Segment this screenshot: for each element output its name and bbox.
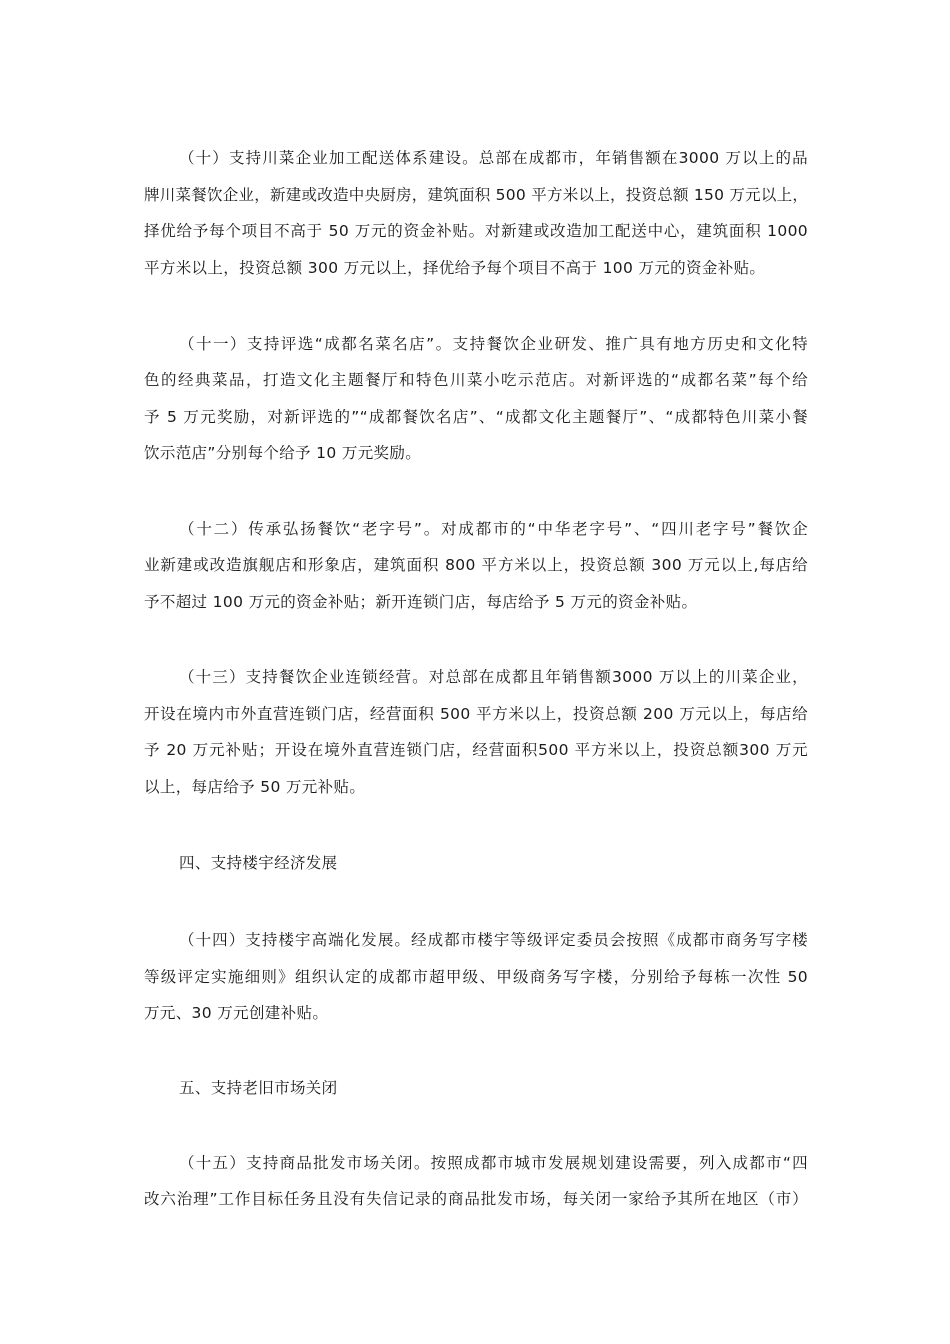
paragraph-line: （十五）支持商品批发市场关闭。按照成都市城市发展规划建设需要，列入成都市“四 bbox=[179, 1154, 808, 1172]
paragraph-line: 予 20 万元补贴；开设在境外直营连锁门店，经营面积500 平方米以上，投资总额300 万元 bbox=[144, 741, 808, 759]
paragraph-line: （十四）支持楼宇高端化发展。经成都市楼宇等级评定委员会按照《成都市商务写字楼 bbox=[179, 931, 808, 949]
paragraph-line: （十二）传承弘扬餐饮“老字号”。对成都市的“中华老字号”、“四川老字号”餐饮企 bbox=[179, 520, 808, 538]
paragraph-line: （十一）支持评选“成都名菜名店”。支持餐饮企业研发、推广具有地方历史和文化特 bbox=[179, 335, 808, 353]
paragraph-line: 色的经典菜品，打造文化主题餐厅和特色川菜小吃示范店。对新评选的“成都名菜”每个给 bbox=[144, 371, 808, 389]
paragraph-line: 开设在境内市外直营连锁门店，经营面积 500 平方米以上，投资总额 200 万元以上，每店给 bbox=[144, 705, 808, 723]
section-heading: 五、支持老旧市场关闭 bbox=[179, 1079, 338, 1097]
paragraph-line: 改六治理”工作目标任务且没有失信记录的商品批发市场，每关闭一家给予其所在地区（市） bbox=[144, 1190, 808, 1208]
paragraph-line: 予不超过 100 万元的资金补贴；新开连锁门店，每店给予 5 万元的资金补贴。 bbox=[144, 593, 698, 611]
paragraph-line: 平方米以上，投资总额 300 万元以上，择优给予每个项目不高于 100 万元的资金补贴。 bbox=[144, 259, 766, 277]
paragraph-line: 以上，每店给予 50 万元补贴。 bbox=[144, 778, 366, 796]
paragraph-line: 等级评定实施细则》组织认定的成都市超甲级、甲级商务写字楼，分别给予每栋一次性 50 bbox=[144, 968, 808, 986]
paragraph-line: 业新建或改造旗舰店和形象店，建筑面积 800 平方米以上，投资总额 300 万元以上,每店给 bbox=[144, 556, 808, 574]
paragraph-line: 择优给予每个项目不高于 50 万元的资金补贴。对新建或改造加工配送中心，建筑面积 1000 bbox=[144, 222, 808, 240]
paragraph-line: （十）支持川菜企业加工配送体系建设。总部在成都市，年销售额在3000 万以上的品 bbox=[179, 149, 808, 167]
paragraph-line: 予 5 万元奖励，对新评选的”“成都餐饮名店”、“成都文化主题餐厅”、“成都特色川菜小餐 bbox=[144, 408, 808, 426]
paragraph-line: 牌川菜餐饮企业，新建或改造中央厨房，建筑面积 500 平方米以上，投资总额 150 万元以上， bbox=[144, 186, 809, 204]
paragraph-line: （十三）支持餐饮企业连锁经营。对总部在成都且年销售额3000 万以上的川菜企业， bbox=[179, 668, 808, 686]
section-heading: 四、支持楼宇经济发展 bbox=[179, 854, 338, 872]
paragraph-line: 饮示范店”分别每个给予 10 万元奖励。 bbox=[144, 444, 422, 462]
paragraph-line: 万元、30 万元创建补贴。 bbox=[144, 1004, 329, 1022]
